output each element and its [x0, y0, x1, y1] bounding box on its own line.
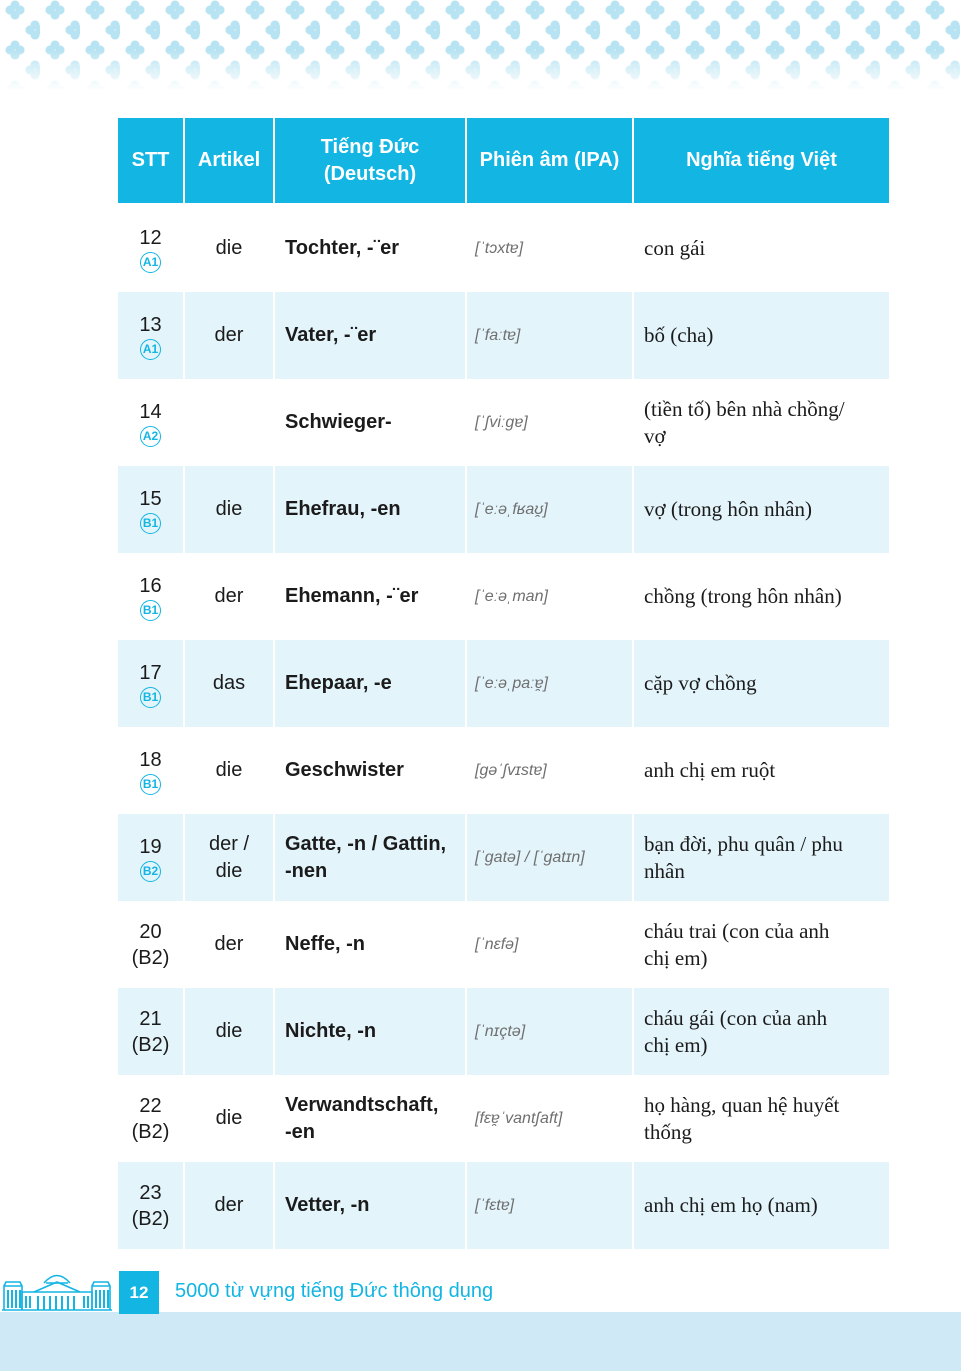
cell-artikel — [185, 292, 275, 379]
cell-vietnamese-meaning — [634, 640, 889, 727]
ipa-transcription: [ˈfɛtɐ] — [475, 1196, 515, 1214]
cell-german-word — [275, 553, 467, 640]
vietnamese-meaning: anh chị em ruột — [644, 758, 776, 782]
german-word: Geschwister — [285, 759, 404, 781]
cell-stt — [118, 1075, 185, 1162]
cell-artikel — [185, 1162, 275, 1249]
entry-number: 16 — [139, 574, 162, 597]
header-german: Tiếng Đức (Deutsch) — [275, 118, 467, 203]
ipa-transcription: [ˈɡatə] / [ˈɡatɪn] — [475, 848, 585, 866]
artikel: der — [214, 585, 244, 607]
ipa-transcription: [ˈeːəˌpaːɐ̯] — [475, 674, 548, 692]
cell-vietnamese-meaning — [634, 1075, 889, 1162]
cell-german-word — [275, 814, 467, 901]
level-badge: B1 — [140, 513, 161, 534]
header-ipa: Phiên âm (IPA) — [467, 118, 634, 203]
level-badge: B1 — [140, 774, 161, 795]
table-header-row — [118, 118, 889, 203]
german-word: Ehemann, -¨er — [285, 585, 419, 607]
cell-stt — [118, 727, 185, 814]
artikel: der / die — [208, 832, 250, 882]
header-stt: STT — [118, 118, 185, 203]
level-badge: A1 — [140, 339, 161, 360]
cell-stt — [118, 988, 185, 1075]
cell-ipa-transcription — [467, 205, 634, 292]
cell-artikel — [185, 379, 275, 466]
vocabulary-table — [118, 118, 889, 1249]
vietnamese-meaning: vợ (trong hôn nhân) — [644, 497, 812, 521]
cell-ipa-transcription — [467, 292, 634, 379]
header-meaning: Nghĩa tiếng Việt — [634, 118, 889, 203]
german-word: Schwieger- — [285, 411, 392, 433]
ipa-transcription: [ɡəˈʃvɪstɐ] — [475, 761, 547, 779]
cell-vietnamese-meaning — [634, 1162, 889, 1249]
cell-stt — [118, 640, 185, 727]
entry-number: 20 (B2) — [131, 920, 170, 969]
table-row — [118, 901, 889, 988]
vietnamese-meaning: họ hàng, quan hệ huyết thống — [644, 1092, 840, 1144]
ipa-transcription: [ˈtɔxtɐ] — [475, 239, 524, 257]
ipa-transcription: [ˈnɪçtə] — [475, 1022, 526, 1040]
artikel: der — [214, 324, 244, 346]
vietnamese-meaning: chồng (trong hôn nhân) — [644, 584, 842, 608]
header-artikel: Artikel — [185, 118, 275, 203]
table-row — [118, 1075, 889, 1162]
cell-vietnamese-meaning — [634, 466, 889, 553]
cell-artikel — [185, 205, 275, 292]
vietnamese-meaning: cặp vợ chồng — [644, 671, 757, 695]
cell-ipa-transcription — [467, 553, 634, 640]
german-word: Gatte, -n / Gattin, -nen — [285, 832, 447, 882]
cell-german-word — [275, 205, 467, 292]
cell-artikel — [185, 466, 275, 553]
level-badge: B1 — [140, 600, 161, 621]
cell-german-word — [275, 1075, 467, 1162]
level-badge: A2 — [140, 426, 161, 447]
cell-stt — [118, 205, 185, 292]
cell-artikel — [185, 553, 275, 640]
vietnamese-meaning: anh chị em họ (nam) — [644, 1193, 818, 1217]
entry-number: 17 — [139, 661, 162, 684]
page-number: 12 — [119, 1271, 159, 1314]
german-word: Verwandtschaft, -en — [285, 1093, 439, 1143]
entry-number: 23 (B2) — [131, 1181, 170, 1230]
artikel: die — [215, 1020, 243, 1042]
level-badge: B1 — [140, 687, 161, 708]
ipa-transcription: [ˈeːəˌman] — [475, 587, 548, 605]
vietnamese-meaning: con gái — [644, 236, 706, 260]
table-row — [118, 553, 889, 640]
vietnamese-meaning: bố (cha) — [644, 323, 714, 347]
table-row — [118, 640, 889, 727]
cell-ipa-transcription — [467, 1162, 634, 1249]
artikel: die — [215, 237, 243, 259]
cell-artikel — [185, 901, 275, 988]
german-word: Ehepaar, -e — [285, 672, 392, 694]
cell-vietnamese-meaning — [634, 553, 889, 640]
artikel: die — [215, 759, 243, 781]
cell-ipa-transcription — [467, 814, 634, 901]
vietnamese-meaning: cháu gái (con của anh chị em) — [644, 1005, 828, 1057]
artikel: die — [215, 498, 243, 520]
cell-stt — [118, 379, 185, 466]
cell-vietnamese-meaning — [634, 727, 889, 814]
cell-artikel — [185, 814, 275, 901]
ipa-transcription: [ˈeːəˌfʁaʊ̯] — [475, 500, 548, 518]
cell-ipa-transcription — [467, 988, 634, 1075]
cell-ipa-transcription — [467, 466, 634, 553]
cell-artikel — [185, 988, 275, 1075]
cell-german-word — [275, 727, 467, 814]
cell-vietnamese-meaning — [634, 379, 889, 466]
vietnamese-meaning: bạn đời, phu quân / phu nhân — [644, 831, 843, 883]
artikel: das — [212, 672, 246, 694]
ipa-transcription: [ˈʃviːɡɐ] — [475, 413, 528, 431]
cell-ipa-transcription — [467, 727, 634, 814]
level-badge: A1 — [140, 252, 161, 273]
cell-vietnamese-meaning — [634, 814, 889, 901]
entry-number: 14 — [139, 400, 162, 423]
entry-number: 19 — [139, 835, 162, 858]
cell-artikel — [185, 1075, 275, 1162]
cell-ipa-transcription — [467, 1075, 634, 1162]
cell-artikel — [185, 640, 275, 727]
cell-vietnamese-meaning — [634, 901, 889, 988]
cell-ipa-transcription — [467, 901, 634, 988]
cell-german-word — [275, 466, 467, 553]
table-row — [118, 814, 889, 901]
cell-vietnamese-meaning — [634, 292, 889, 379]
entry-number: 13 — [139, 313, 162, 336]
table-body — [118, 205, 889, 1249]
german-word: Nichte, -n — [285, 1020, 377, 1042]
cell-ipa-transcription — [467, 640, 634, 727]
cell-stt — [118, 553, 185, 640]
cell-german-word — [275, 640, 467, 727]
german-word: Vater, -¨er — [285, 324, 377, 346]
artikel: die — [215, 1107, 243, 1129]
cell-stt — [118, 292, 185, 379]
table-row — [118, 292, 889, 379]
footer-band — [0, 1312, 961, 1371]
german-word: Neffe, -n — [285, 933, 365, 955]
decorative-pattern-header — [0, 0, 961, 90]
ipa-transcription: [fɛɐ̯ˈvantʃaft] — [475, 1109, 563, 1127]
cell-stt — [118, 466, 185, 553]
cell-artikel — [185, 727, 275, 814]
cell-vietnamese-meaning — [634, 205, 889, 292]
vietnamese-meaning: (tiền tố) bên nhà chồng/ vợ — [644, 396, 845, 448]
artikel: der — [214, 933, 244, 955]
cell-german-word — [275, 988, 467, 1075]
entry-number: 18 — [139, 748, 162, 771]
ipa-transcription: [ˈfaːtɐ] — [475, 326, 521, 344]
cell-stt — [118, 814, 185, 901]
cell-german-word — [275, 379, 467, 466]
table-row — [118, 205, 889, 292]
german-word: Ehefrau, -en — [285, 498, 401, 520]
entry-number: 22 (B2) — [131, 1094, 170, 1143]
entry-number: 12 — [139, 226, 162, 249]
ipa-transcription: [ˈnɛfə] — [475, 935, 519, 953]
german-word: Vetter, -n — [285, 1194, 370, 1216]
reichstag-building-icon — [0, 1266, 114, 1312]
cell-stt — [118, 1162, 185, 1249]
cell-stt — [118, 901, 185, 988]
entry-number: 21 (B2) — [131, 1007, 170, 1056]
cell-german-word — [275, 901, 467, 988]
vietnamese-meaning: cháu trai (con của anh chị em) — [644, 918, 830, 970]
table-row — [118, 379, 889, 466]
artikel: der — [214, 1194, 244, 1216]
cell-vietnamese-meaning — [634, 988, 889, 1075]
table-row — [118, 466, 889, 553]
level-badge: B2 — [140, 861, 161, 882]
table-row — [118, 988, 889, 1075]
german-word: Tochter, -¨er — [285, 237, 400, 259]
cell-german-word — [275, 1162, 467, 1249]
cell-german-word — [275, 292, 467, 379]
table-row — [118, 727, 889, 814]
book-title: 5000 từ vựng tiếng Đức thông dụng — [175, 1280, 494, 1302]
cell-ipa-transcription — [467, 379, 634, 466]
entry-number: 15 — [139, 487, 162, 510]
table-row — [118, 1162, 889, 1249]
